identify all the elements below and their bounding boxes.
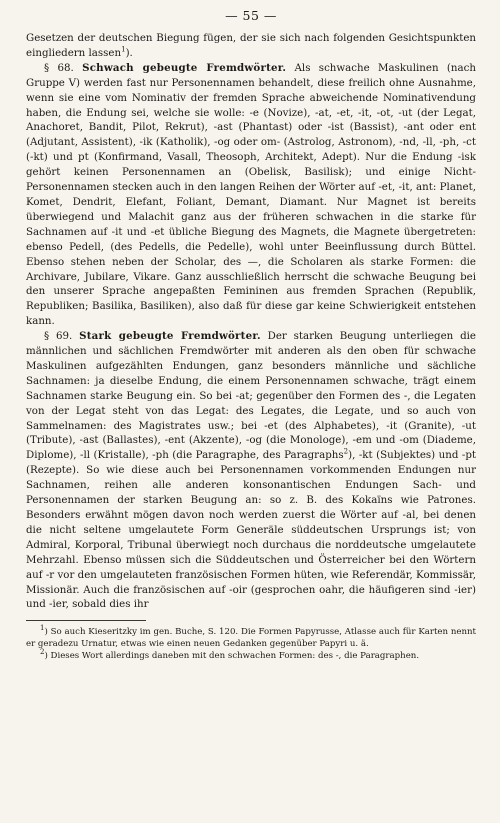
footnote-1	[26, 626, 476, 650]
footnote-marker: 2	[40, 648, 45, 657]
text-run: Der starken Beugung unterliegen die männlichen und sächlichen Fremdwörter mit anderen als den oben für schwache Maskulinen aufgezählten Endungen, ganz besonders männliche und sächliche Sachnamen: ja dieselbe Endung, die einem Personennamen schwache, trägt einem Sachnamen starke Beugung ein. So bei -at; gegenüber den Formen des -, die Legaten von der Legat steht von das Legat: des Legates, die Legate, und so auch von Sammelnamen: des Magistrates usw.; bei -et (des Alphabetes), -it (Granite), -ut (Tribute), -ast (Ballastes), -ent (Akzente), -og (die Monologe), -em und -om (Diademe, Diplome), -ll (Kristalle), -ph (die Paragraphe, des Paragraphs	[26, 330, 476, 462]
text-run: ) Dieses Wort allerdings daneben mit den schwachen Formen: des -, die Paragraphen.	[44, 651, 420, 662]
footnote-2	[26, 650, 476, 662]
text-run: § 68.	[44, 61, 83, 74]
text-run: ), -kt (Subjektes) und -pt (Rezepte). So wie diese auch bei Personennamen vorkommenden Endungen nur Sachnamen, reihen alle anderen konsonantischen Endungen Sach- und Personennamen der starken Beugung an: so z. B. des Kokaïns wie Patrones. Besonders erwähnt mögen davon noch werden zuerst die Wörter auf -al, bei denen die nicht seltene umgelautete Form Generäle süddeutschen Ursprungs ist; von Admiral, Korporal, Tribunal überwiegt noch durchaus die norddeutsche umgelautete Mehrzahl. Ebenso müssen sich die Süddeutschen und Österreicher bei den Wörtern auf -r vor den umgelauteten französischen Formen hüten, wie Referendär, Kommissär, Missionär. Auch die französischen auf -oir (gesprochen oahr, die häufigeren sind -ier) und -ier, sobald dies ihr	[26, 449, 476, 611]
text-run: ) So auch Kieseritzky im gen. Buche, S. 120. Die Formen Papyrusse, Atlasse auch für Karten nennt er geradezu Urnatur, etwas wie einen neuen Gedanken gegenüber Papyri u. ä.	[26, 627, 476, 650]
body-text	[26, 31, 476, 612]
text-run: ).	[125, 46, 133, 59]
footnote-marker: 1	[40, 624, 45, 633]
paragraph-section-69	[26, 329, 476, 612]
section-heading: Stark gebeugte Fremdwörter.	[79, 330, 261, 343]
paragraph-continuation	[26, 31, 476, 61]
section-heading: Schwach gebeugte Fremdwörter.	[82, 61, 287, 74]
footnote-marker: 1	[121, 45, 126, 54]
footnote-marker: 2	[343, 447, 349, 456]
paragraph-section-68	[26, 61, 476, 329]
footnote-divider	[26, 620, 146, 621]
text-run: Gesetzen der deutschen Biegung fügen, der sie sich nach folgenden Gesichtspunkten eingliedern lassen	[26, 32, 476, 59]
page-number: — 55 —	[225, 8, 277, 23]
text-run: § 69.	[44, 330, 80, 343]
text-run: Als schwache Maskulinen (nach Gruppe V) werden fast nur Personennamen behandelt, diese freilich ohne Ausnahme, wenn sie eine vom Nominativ der fremden Sprache abweichende Nominativendung haben, die Endung sei, welche sie wolle: -e (Novize), -at, -et, -it, -ot, -ut (der Legat, Anachoret, Bandit, Pilot, Rekrut), -ast (Phantast) oder -ist (Bassist), -ant oder ent (Adjutant, Assistent), -ik (Katholik), -og oder om- (Astrolog, Astronom), -nd, -ll, -ph, -ct (-kt) und pt (Konfirmand, Vasall, Theosoph, Architekt, Adept). Nur die Endung -isk gehört keinen Personennamen an (Obelisk, Basilisk); und einige Nicht-Personennamen stecken auch in den langen Reihen der Wörter auf -et, -it, ant: Planet, Komet, Dendrit, Elefant, Foliant, Demant, Diamant. Nur Magnet ist bereits überwiegend und Malachit ganz aus der früheren schwachen in die starke für Sachnamen auf -it und -et übliche Biegung des Magnets, die Magnete übergetreten: ebenso Pedell, (des Pedells, die Pedelle), wohl unter Beeinflussung durch Büttel. Ebenso stehen neben der Scholar, des —, die Scholaren als starke Formen: die Archivare, Jubilare, Vikare. Ganz ausschließlich herrscht die schwache Beugung bei den unserer Sprache angepaßten Femininen aus fremden Sprachen (Republik, Republiken; Basilika, Basiliken), also daß für diese gar keine Schwierigkeit entstehen kann.	[26, 61, 476, 328]
footnotes	[26, 626, 476, 662]
